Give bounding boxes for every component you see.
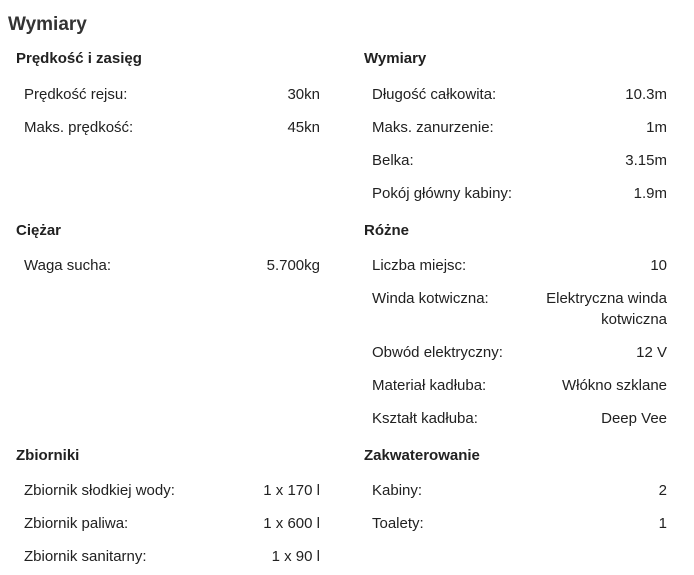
spec-value: 30kn (287, 86, 320, 103)
spec-label: Pokój główny kabiny: (372, 185, 513, 202)
section-speed-range (16, 50, 320, 136)
section-accommodation (364, 447, 667, 542)
spec-value: 1 (658, 515, 667, 532)
spec-label: Waga sucha: (24, 257, 111, 274)
spec-label: Kształt kadłuba: (372, 410, 478, 427)
spec-label: Maks. prędkość: (24, 119, 134, 136)
page-title: Wymiary (8, 14, 87, 35)
section-title: Prędkość i zasięg (16, 50, 142, 67)
spec-value: 1 x 600 l (263, 515, 320, 532)
spec-value: 10.3m (625, 86, 667, 103)
spec-value: 3.15m (625, 152, 667, 169)
spec-label: Toalety: (372, 515, 424, 532)
spec-label: Winda kotwiczna: (372, 290, 489, 307)
section-tanks (16, 447, 320, 572)
spec-value: 1m (646, 119, 667, 136)
spec-label: Kabiny: (372, 482, 423, 499)
spec-label: Materiał kadłuba: (372, 377, 487, 394)
section-weight (16, 222, 320, 282)
section-title: Zakwaterowanie (364, 447, 480, 464)
section-title: Różne (364, 222, 409, 239)
section-title: Zbiorniki (16, 447, 80, 464)
spec-value: 1 x 170 l (263, 482, 320, 499)
spec-value: Deep Vee (601, 410, 667, 427)
spec-value: 2 (658, 482, 667, 499)
spec-label: Obwód elektryczny: (372, 344, 503, 361)
section-title: Wymiary (364, 50, 427, 67)
spec-value: 45kn (287, 119, 320, 136)
spec-label: Długość całkowita: (372, 86, 497, 103)
spec-label: Belka: (372, 152, 414, 169)
spec-value: 5.700kg (266, 257, 320, 274)
spec-value: 1.9m (633, 185, 667, 202)
spec-label: Prędkość rejsu: (24, 86, 128, 103)
section-misc (364, 222, 667, 432)
spec-value: Elektryczna winda kotwiczna (546, 290, 667, 328)
spec-label: Zbiornik słodkiej wody: (24, 482, 175, 499)
spec-value: 1 x 90 l (271, 548, 320, 565)
spec-value: 10 (650, 257, 667, 274)
spec-label: Liczba miejsc: (372, 257, 467, 274)
spec-value: 12 V (636, 344, 667, 361)
spec-value: Włókno szklane (561, 377, 667, 394)
spec-label: Zbiornik paliwa: (24, 515, 129, 532)
section-dimensions (364, 50, 667, 205)
spec-label: Zbiornik sanitarny: (24, 548, 147, 565)
spec-label: Maks. zanurzenie: (372, 119, 494, 136)
section-title: Ciężar (16, 222, 62, 239)
spec-row (364, 288, 667, 330)
